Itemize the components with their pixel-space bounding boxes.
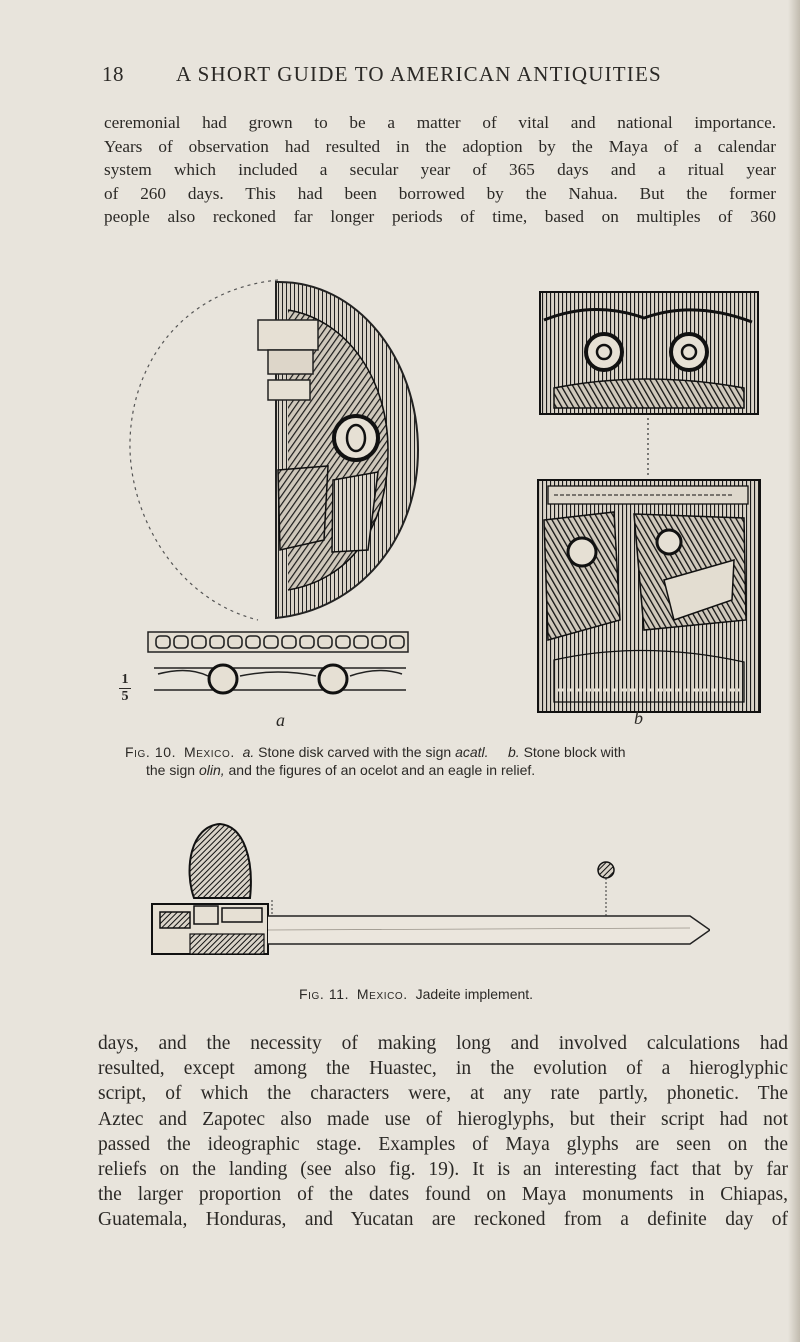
text-line: the larger proportion of the dates found on Maya monuments in Chiapas, xyxy=(98,1184,788,1206)
figure-10b-stone-block xyxy=(534,290,764,720)
running-header xyxy=(0,62,800,86)
caption-part-b-sign: olin, xyxy=(198,762,225,778)
text-line: passed the ideographic stage. Examples of Maya glyphs are seen on the xyxy=(98,1133,788,1155)
text-line: system which included a secular year of 365 days and a ritual year xyxy=(104,160,776,180)
caption-part-a-letter: a. xyxy=(242,744,255,760)
figure-11-caption xyxy=(299,986,533,1002)
text-line: script, of which the characters were, at any rate partly, phonetic. The xyxy=(98,1083,788,1105)
text-line: Years of observation had resulted in the adoption by the Maya of a calendar xyxy=(104,136,776,156)
caption-part-b-text: Stone block with xyxy=(523,744,626,760)
text-line: Guatemala, Honduras, and Yucatan are reckoned from a definite day of xyxy=(98,1209,788,1231)
page-number: 18 xyxy=(102,62,124,86)
text-line: resulted, except among the Huastec, in the evolution of a hieroglyphic xyxy=(98,1058,788,1080)
caption-part-b-text: the sign xyxy=(146,762,196,778)
text-line: of 260 days. This had been borrowed by the Nahua. But the former xyxy=(104,183,776,203)
caption-fig-number: Fig. 11. xyxy=(299,986,350,1002)
caption-part-a-sign: acatl. xyxy=(455,744,489,760)
caption-part-b-letter: b. xyxy=(507,744,520,760)
figure-10-caption-line2 xyxy=(146,762,535,778)
paragraph-bottom xyxy=(98,1031,788,1233)
caption-part-b-text: and the figures of an ocelot and an eagle in relief. xyxy=(228,762,536,778)
caption-fig-number: Fig. 10. xyxy=(125,744,177,760)
scale-numerator: 1 xyxy=(121,672,129,687)
caption-text: Jadeite implement. xyxy=(415,986,534,1002)
text-line: days, and the necessity of making long and involved calculations had xyxy=(98,1033,788,1054)
scale-denominator: 5 xyxy=(121,689,129,704)
text-line: Aztec and Zapotec also made use of hieroglyphs, but their script had not xyxy=(98,1108,788,1130)
running-title: A SHORT GUIDE TO AMERICAN ANTIQUITIES xyxy=(176,62,662,86)
caption-part-a-text: Stone disk carved with the sign xyxy=(258,744,452,760)
text-line: ceremonial had grown to be a matter of vital and national importance. xyxy=(104,113,776,132)
text-line: people also reckoned far longer periods of time, based on multiples of 360 xyxy=(104,207,776,227)
scale-marker xyxy=(119,674,131,703)
figure-10a-stone-disk xyxy=(118,240,438,720)
figure-10-caption xyxy=(125,744,775,760)
page-edge-shadow xyxy=(788,0,800,1342)
paragraph-top xyxy=(104,111,776,229)
figure-label-a: a xyxy=(276,710,285,730)
figure-label-b: b xyxy=(634,708,643,728)
figure-11-jadeite-implement xyxy=(150,820,710,960)
caption-region: Mexico. xyxy=(356,986,408,1002)
caption-region: Mexico. xyxy=(183,744,235,760)
text-line: reliefs on the landing (see also fig. 19). It is an interesting fact that by far xyxy=(98,1158,788,1180)
